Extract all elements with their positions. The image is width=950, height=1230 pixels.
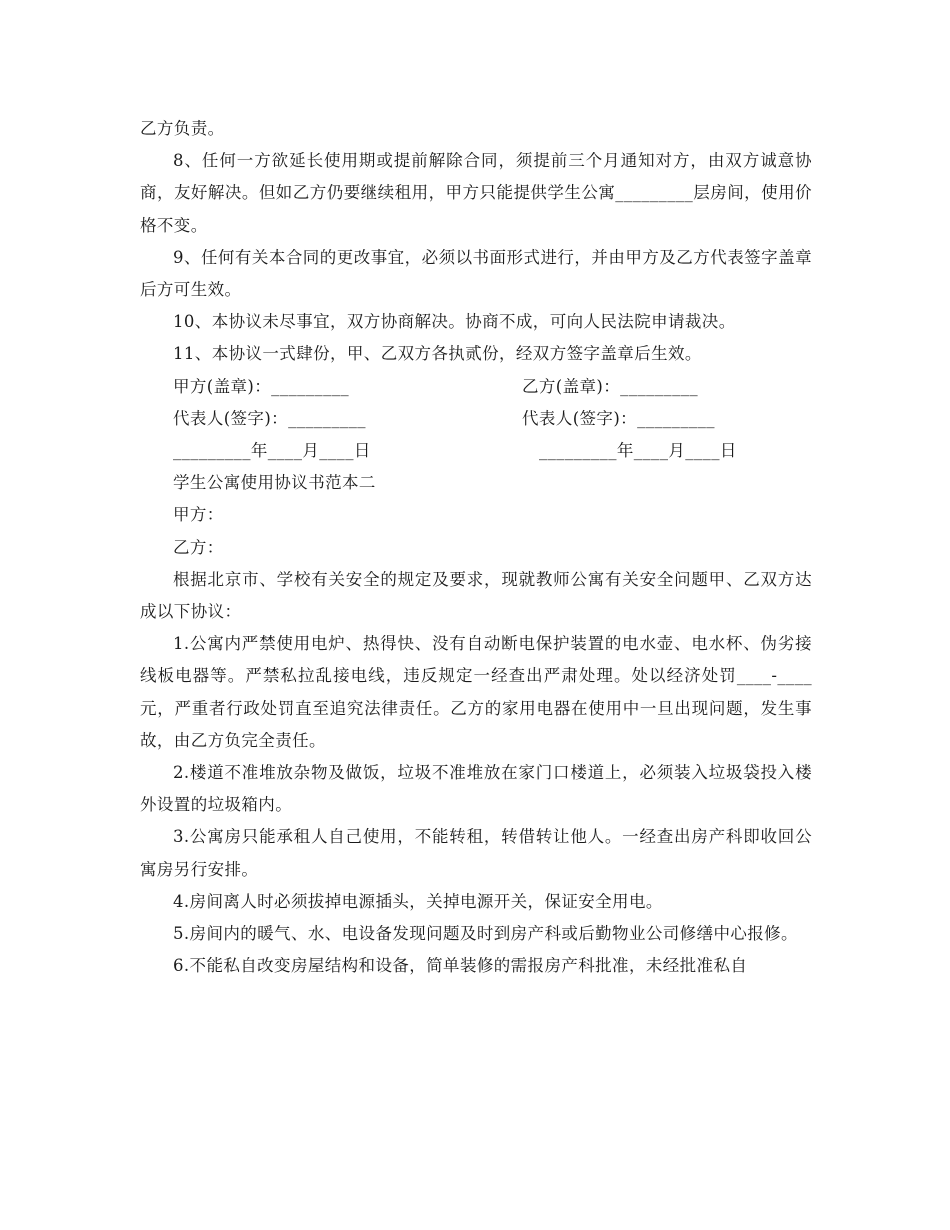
clause-10: 10、本协议未尽事宜，双方协商解决。协商不成，可向人民法院申请裁决。 [173, 312, 736, 332]
sample-two-title: 学生公寓使用协议书范本二 [173, 473, 376, 493]
paragraph-continuation: 乙方负责。 [140, 119, 225, 138]
agreement-item: 2.楼道不准堆放杂物及做饭，垃圾不准堆放在家门口楼道上，必须装入垃圾袋投入楼外设置的垃圾箱内。 [140, 763, 812, 815]
party-b-representative: 代表人(签字)：_________ [522, 408, 715, 428]
agreement-item: 3.公寓房只能承租人自己使用，不能转租，转借转让他人。一经查出房产科即收回公寓房另行安排。 [140, 827, 812, 879]
sample-two-party-a: 甲方： [173, 505, 224, 525]
agreement-item: 4.房间离人时必须拔掉电源插头，关掉电源开关，保证安全用电。 [173, 891, 663, 911]
seal-row [140, 371, 812, 403]
agreement-item: 1.公寓内严禁使用电炉、热得快、没有自动断电保护装置的电水壶、电水杯、伪劣接线板电器等。严禁私拉乱接电线，违反规定一经查出严肃处理。处以经济处罚____-____元，严重者行政处罚直至追究法律责任。乙方的家用电器在使用中一旦出现问题，发生事故，由乙方负完全责任。 [140, 634, 812, 750]
party-b-seal: 乙方(盖章)：_________ [522, 376, 699, 396]
date-row [140, 435, 812, 467]
representative-row [140, 403, 812, 435]
sample-two-intro: 根据北京市、学校有关安全的规定及要求，现就教师公寓有关安全问题甲、乙双方达成以下协议： [140, 569, 812, 622]
clause-9: 9、任何有关本合同的更改事宜，必须以书面形式进行，并由甲方及乙方代表签字盖章后方可生效。 [140, 247, 812, 300]
agreement-item: 6.不能私自改变房屋结构和设备，简单装修的需报房产科批准，未经批准私自 [173, 956, 748, 976]
agreement-item: 5.房间内的暖气、水、电设备发现问题及时到房产科或后勤物业公司修缮中心报修。 [173, 924, 798, 944]
clause-8: 8、任何一方欲延长使用期或提前解除合同，须提前三个月通知对方，由双方诚意协商，友好解决。但如乙方仍要继续租用，甲方只能提供学生公寓_________层房间，使用价格不变。 [140, 151, 812, 235]
party-a-date: _________年____月____日 [173, 441, 371, 461]
party-a-seal: 甲方(盖章)：_________ [173, 376, 350, 396]
document-body [140, 113, 812, 982]
party-b-date: _________年____月____日 [539, 441, 737, 461]
party-a-representative: 代表人(签字)：_________ [173, 408, 366, 428]
sample-two-party-b: 乙方： [173, 537, 224, 557]
clause-11: 11、本协议一式肆份，甲、乙双方各执贰份，经双方签字盖章后生效。 [173, 344, 702, 364]
